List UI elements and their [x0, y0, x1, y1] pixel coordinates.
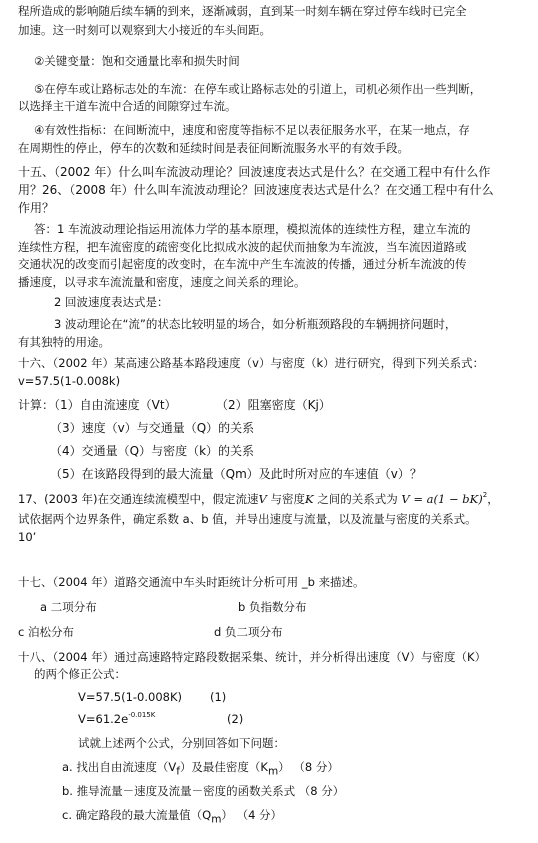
sub-question-c — [62, 808, 282, 826]
formula-2 — [78, 712, 155, 726]
sub-question-a — [62, 760, 339, 778]
calc-item-1: 计算：（1）自由流速度（Vt） — [18, 398, 177, 412]
calc-item-2: （2）阻塞密度（Kj） — [216, 398, 331, 412]
text-line: ⑤在停车或让路标志处的车流：在停车或让路标志处的引道上，司机必须作出一些判断， — [34, 82, 482, 96]
answer-line: 有其独特的用途。 — [18, 335, 110, 349]
text-line: 用？26、（2008 年）什么叫车流波动理论？回波速度表达式是什么？在交通工程中有什么 — [18, 183, 494, 197]
subscript: m — [267, 765, 279, 778]
formula-eq: V = a(1 − bK) — [401, 492, 483, 506]
calc-item-5: （5）在该路段得到的最大流量（Qm）及此时所对应的车速值（v）？ — [50, 467, 422, 481]
question-17 — [18, 492, 499, 506]
text-line: ④有效性指标：在间断流中，速度和密度等指标不足以表征服务水平，在某一地点，存 — [34, 123, 470, 137]
option-c: c 泊松分布 — [18, 625, 74, 639]
text-span: ）及最佳密度（K — [179, 760, 268, 774]
answer-line: 交通状况的改变而引起密度的改变时，在车流中产生车流波的传播，通过分析车流波的传 — [18, 257, 467, 271]
text-line: 试就上述两个公式，分别回答如下问题： — [78, 736, 285, 750]
formula-line: v=57.5(1-0.008k) — [18, 374, 121, 388]
option-d: d 负二项分布 — [214, 625, 283, 639]
formula-exponent: 2 — [482, 491, 488, 499]
text-line: 在周期性的停止，停车的次数和延续时间是表征间断流服务水平的有效手段。 — [18, 141, 409, 155]
answer-line: 播速度，以寻求车流流量和密度，速度之间关系的理论。 — [18, 275, 306, 289]
option-a: a 二项分布 — [40, 600, 97, 614]
question-17b: 十七、（2004 年）道路交通流中车头时距统计分析可用 _b 来描述。 — [18, 575, 365, 589]
text-span: 17、(2003 年)在交通连续流模型中，假定流速 — [18, 492, 259, 506]
var-k: K — [305, 492, 314, 506]
answer-line: 连续性方程，把车流密度的疏密变化比拟成水波的起伏而抽象为车流波，当车流因道路或 — [18, 240, 467, 254]
text-span: a. 找出自由流速度（V — [62, 760, 177, 774]
answer-line: 答：1 车流波动理论指运用流体力学的基本原理，模拟流体的连续性方程，建立车流的 — [34, 222, 471, 236]
text-span: ） （8 分） — [278, 760, 339, 774]
formula-2-number: (2) — [227, 712, 244, 726]
subscript: m — [211, 813, 222, 826]
answer-line: 3 波动理论在“流”的状态比较明显的场合，如分析瓶颈路段的车辆拥挤问题时， — [54, 317, 457, 331]
text-line: 10’ — [18, 530, 37, 544]
formula-1-number: (1) — [210, 690, 227, 704]
text-span: ） （4 分） — [221, 808, 283, 822]
subscript: f — [176, 765, 180, 778]
text-span: V=61.2e — [78, 712, 129, 726]
text-line: 的两个修正公式： — [34, 667, 126, 681]
sub-question-b: b. 推导流量－速度及流量－密度的函数关系式 （8 分） — [62, 784, 345, 798]
formula-1: V=57.5(1-0.008K) — [78, 690, 183, 704]
text-line: 以选择主干道车流中合适的间隙穿过车流。 — [18, 99, 237, 113]
text-line: 加速。这一时刻可以观察到大小接近的车头间距。 — [18, 23, 271, 37]
answer-line: 2 回波速度表达式是： — [54, 295, 169, 309]
var-v: V — [258, 492, 267, 506]
text-span: 之间的关系式为 — [317, 492, 398, 506]
question-15: 十五、（2002 年）什么叫车流波动理论？回波速度表达式是什么？在交通工程中有什么作 — [18, 165, 491, 179]
calc-item-4: （4）交通量（Q）与密度（k）的关系 — [50, 444, 255, 458]
calc-item-3: （3）速度（v）与交通量（Q）的关系 — [50, 421, 255, 435]
option-b: b 负指数分布 — [238, 600, 307, 614]
text-line: 程所造成的影响随后续车辆的到来，逐渐减弱，直到某一时刻车辆在穿过停车线时已完全 — [18, 4, 467, 18]
text-span: ， — [487, 492, 499, 506]
text-line: 作用？ — [18, 201, 55, 215]
text-span: 与密度 — [270, 492, 305, 506]
formula-exponent: -0.015K — [128, 711, 156, 719]
question-18: 十八、（2004 年）通过高速路特定路段数据采集、统计，并分析得出速度（V）与密度（K） — [18, 650, 487, 664]
question-16: 十六、（2002 年）某高速公路基本路段速度（v）与密度（k）进行研究，得到下列关系式： — [18, 356, 485, 370]
text-line: 试依据两个边界条件，确定系数 a、b 值，并导出速度与流量，以及流量与密度的关系式。 — [18, 512, 477, 526]
text-span: c. 确定路段的最大流量值（Q — [62, 808, 212, 822]
text-line: ②关键变量：饱和交通量比率和损失时间 — [34, 54, 240, 68]
